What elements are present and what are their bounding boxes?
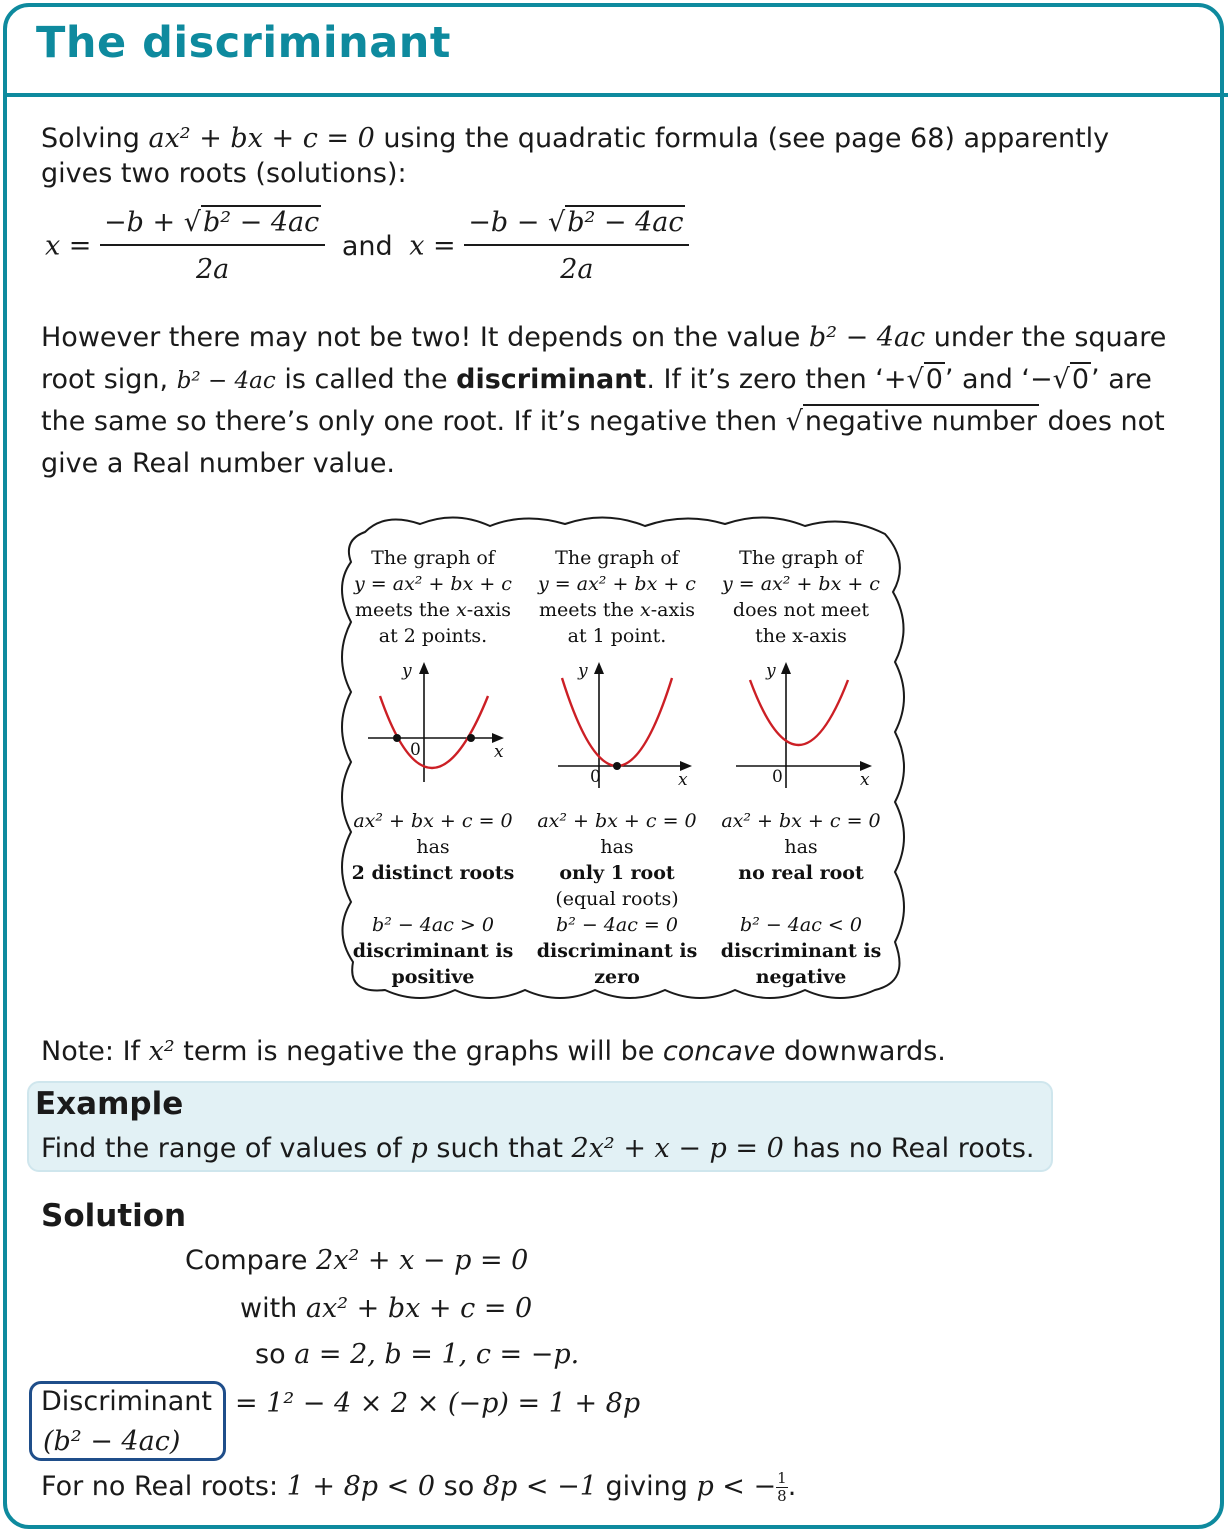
graph-no-root [730, 660, 880, 790]
discriminant-formula: (b² − 4ac) [43, 1426, 181, 1457]
solution-compare: Compare 2x² + x − p = 0 [185, 1245, 529, 1276]
axis-label-y: y [766, 661, 776, 681]
intro-equation: ax² + bx + c = 0 [148, 123, 375, 154]
solution-with: with ax² + bx + c = 0 [240, 1293, 533, 1324]
diagram-result-3: ax² + bx + c = 0 has no real root b² − 4ac < 0 discriminant is negative [720, 810, 882, 988]
diagram-result-1: ax² + bx + c = 0 has 2 distinct roots b² − 4ac > 0 discriminant is positive [351, 810, 515, 988]
intro-line-1: Solving ax² + bx + c = 0 using the quadratic formula (see page 68) apparently [41, 123, 1110, 154]
page-title: The discriminant [36, 18, 451, 68]
para-line-3: the same so there’s only one root. If it’s negative then √negative number does not [41, 406, 1165, 437]
quadratic-formula: x = $\frac{\text{−b + √b² − 4ac}}{2a}$ and x = $\frac{\text{−b − √b² − 4ac}}{2a}$ [45, 205, 689, 295]
one-eighth-fraction: $\frac{1}{8}$ [777, 1469, 787, 1505]
diagram-column-2: The graph of y = ax² + bx + c meets the x-axis at 1 point. [538, 547, 696, 647]
axis-label-y: y [578, 661, 588, 681]
root-minus-fraction: $\frac{\text{−b − √b² − 4ac}}{2a}$ [464, 205, 689, 288]
origin-label: 0 [772, 767, 783, 787]
example-heading: Example [35, 1086, 184, 1122]
origin-label: 0 [590, 767, 601, 787]
diagram-result-2: ax² + bx + c = 0 has only 1 root (equal roots) b² − 4ac = 0 discriminant is zero [536, 810, 698, 988]
diagram-column-1: The graph of y = ax² + bx + c meets the x-axis at 2 points. [354, 547, 512, 647]
discriminant-term: discriminant [456, 364, 647, 395]
para-line-1: However there may not be two! It depends on the value b² − 4ac under the square [41, 322, 1167, 353]
solution-so: so a = 2, b = 1, c = −p. [255, 1339, 580, 1370]
axis-label-x: x [678, 770, 688, 790]
title-rule [3, 93, 1228, 97]
intro-line-2: gives two roots (solutions): [41, 158, 407, 189]
para-line-2: root sign, b² − 4ac is called the discriminant. If it’s zero then ‘+√0’ and ‘−√0’ are [41, 364, 1152, 395]
note-line: Note: If x² term is negative the graphs will be concave downwards. [41, 1036, 946, 1067]
solution-heading: Solution [41, 1198, 187, 1234]
root-plus-fraction: $\frac{\text{−b + √b² − 4ac}}{2a}$ [100, 205, 325, 288]
graph-two-roots [362, 660, 512, 790]
axis-label-x: x [494, 742, 504, 762]
discriminant-label: Discriminant [41, 1386, 212, 1417]
axis-label-y: y [402, 661, 412, 681]
diagram-column-3: The graph of y = ax² + bx + c does not meet the x-axis [722, 547, 880, 647]
final-line: For no Real roots: 1 + 8p < 0 so 8p < −1 giving p < − $\frac{1}{8}$ . [41, 1469, 797, 1505]
origin-label: 0 [410, 740, 421, 760]
example-text: Find the range of values of p such that 2x² + x − p = 0 has no Real roots. [41, 1133, 1035, 1164]
axis-label-x: x [860, 770, 870, 790]
graph-one-root [552, 660, 702, 790]
para-line-4: give a Real number value. [41, 448, 396, 479]
discriminant-value: = 1² − 4 × 2 × (−p) = 1 + 8p [235, 1388, 641, 1419]
